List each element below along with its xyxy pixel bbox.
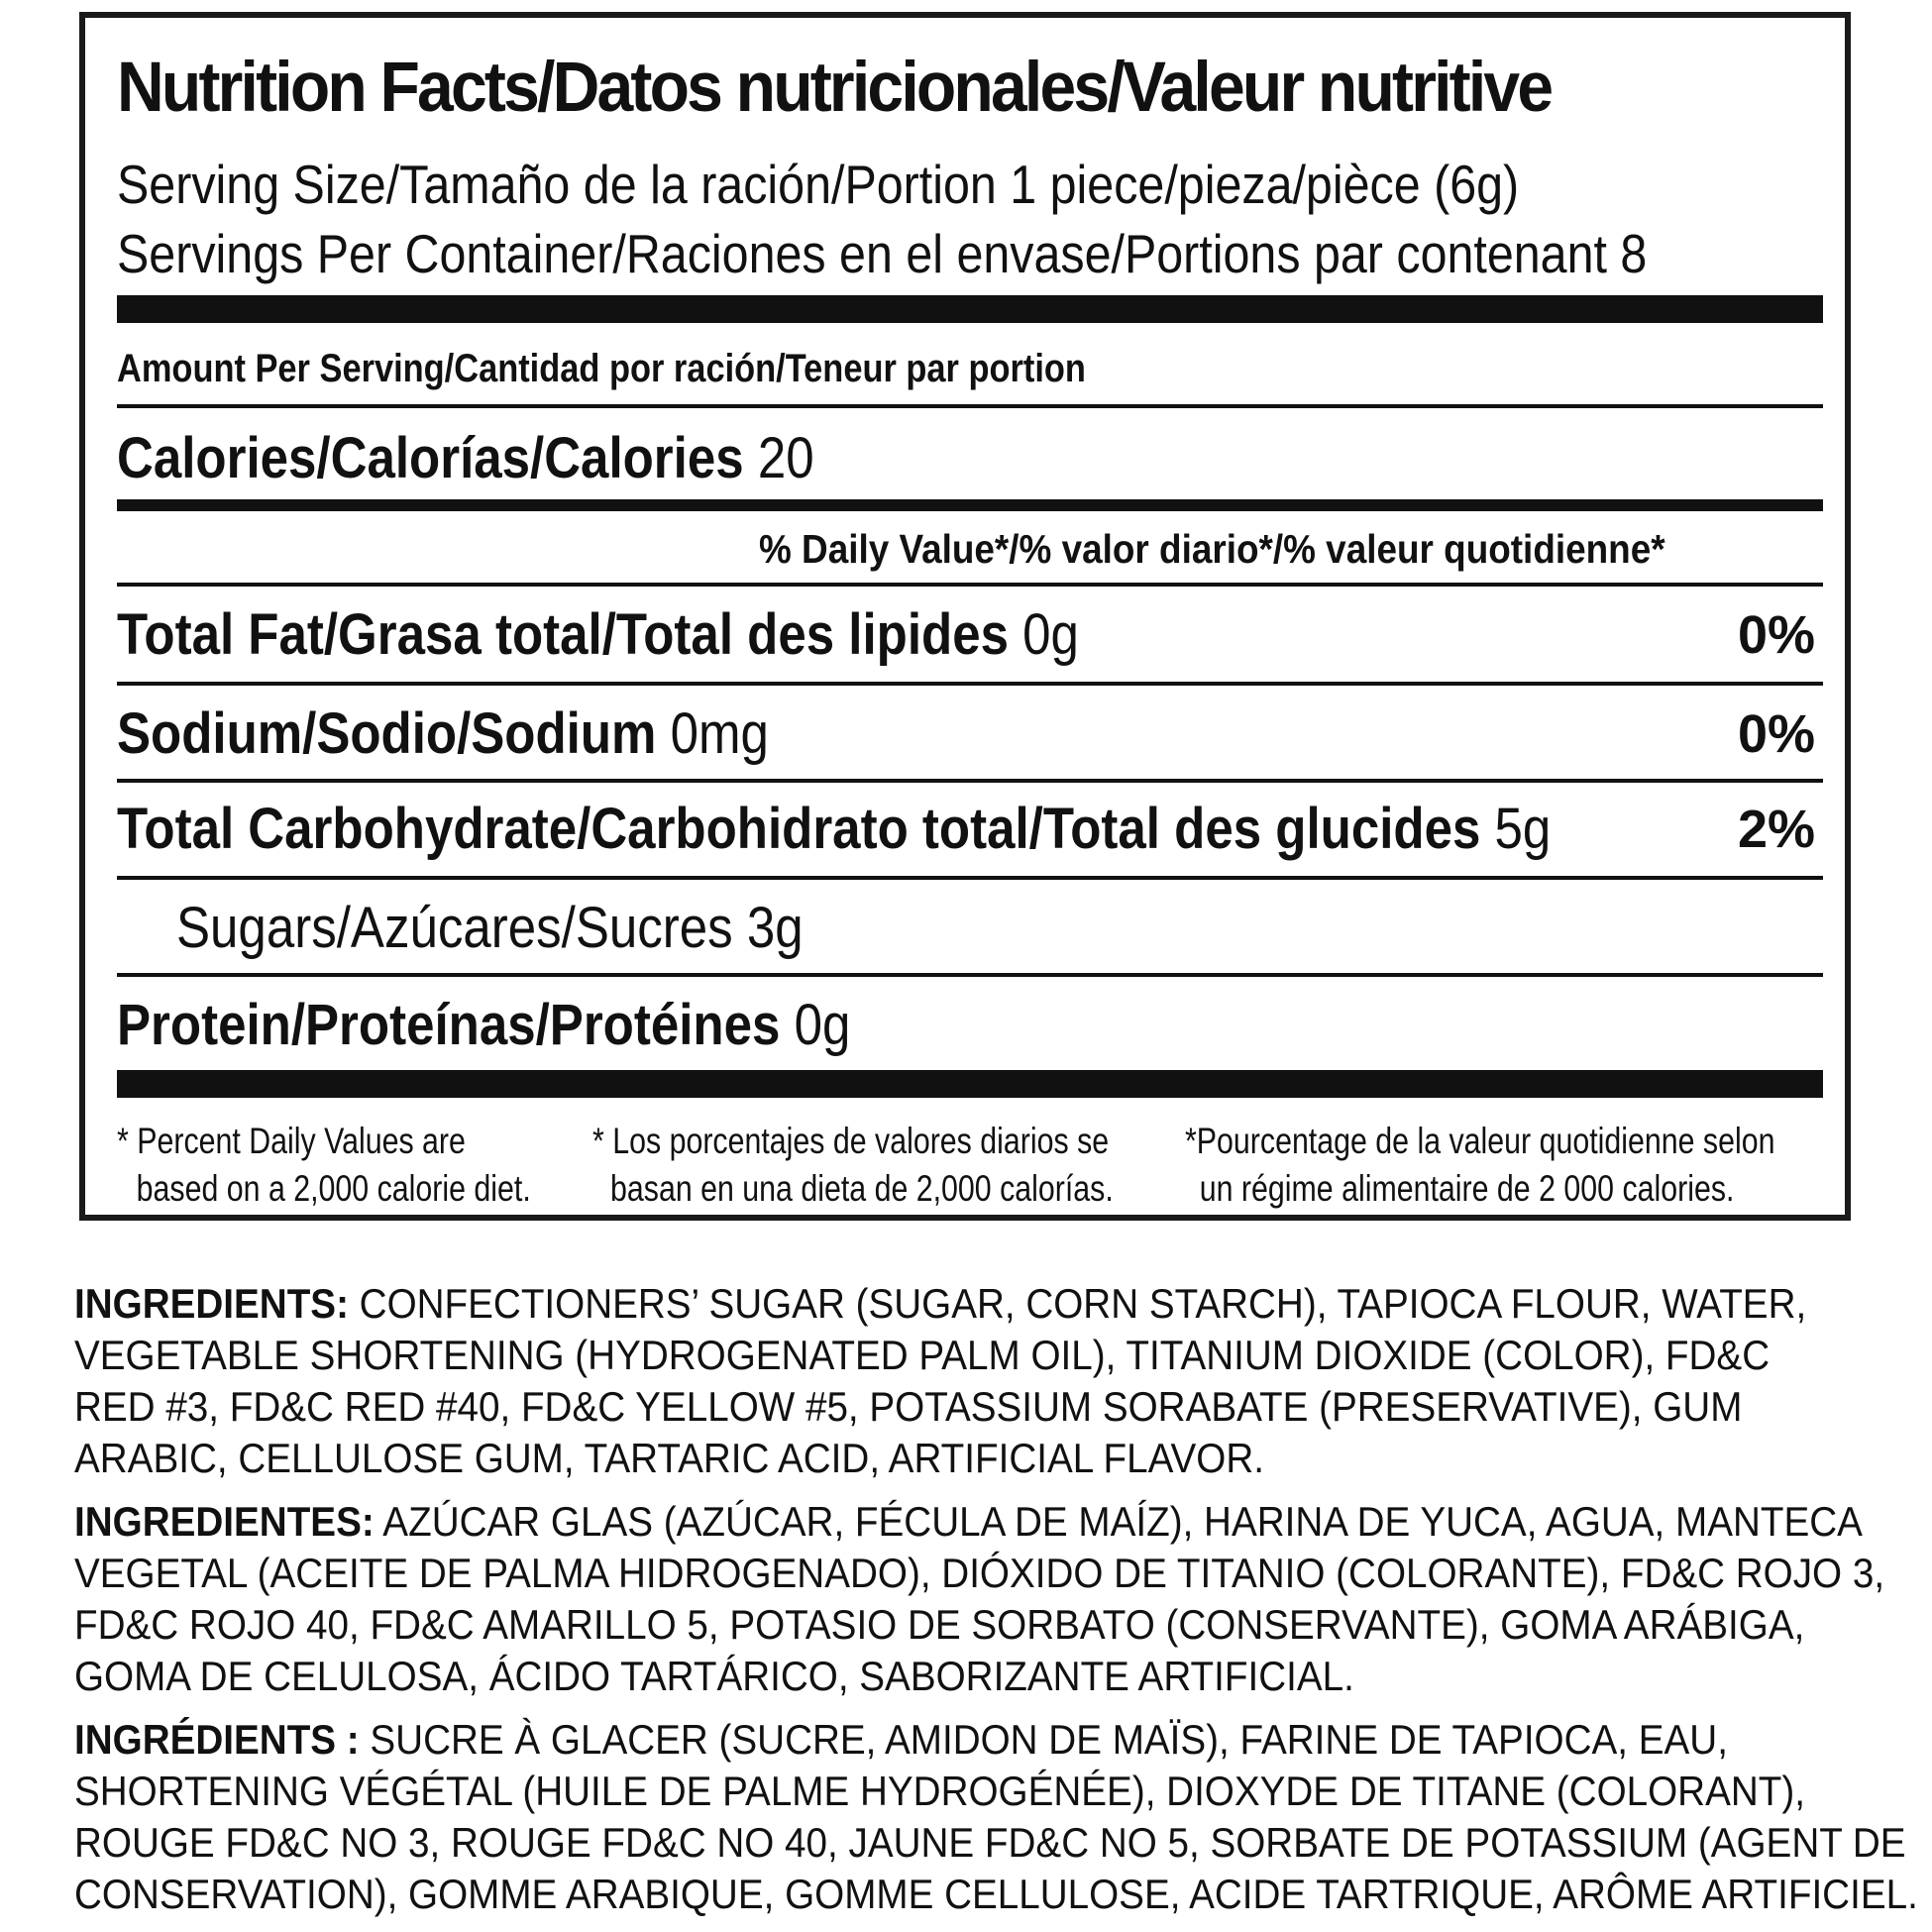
calories-row [117,424,814,493]
divider [117,779,1823,783]
daily-value-header: % Daily Value*/% valor diario*/% valeur quotidienne* [759,526,1665,572]
ingredients-text: CONFECTIONERS’ SUGAR (SUGAR, CORN STARCH), TAPIOCA FLOUR, WATER, [348,1280,1807,1327]
nutrient-amount: 5g [1494,797,1552,861]
nutrient-percent: 0% [1737,605,1815,665]
ingredients-text: CONSERVATION), GOMME ARABIQUE, GOMME CELLULOSE, ACIDE TARTRIQUE, ARÔME ARTIFICIEL. [74,1871,1918,1917]
footnote-line: un régime alimentaire de 2 000 calories. [1199,1168,1735,1209]
thick-divider [117,295,1823,323]
nutrient-amount: 0g [1022,602,1079,667]
ingredients-text: VEGETABLE SHORTENING (HYDROGENATED PALM OIL), TITANIUM DIOXIDE (COLOR), FD&C [74,1332,1771,1378]
ingredients-text: AZÚCAR GLAS (AZÚCAR, FÉCULA DE MAÍZ), HARINA DE YUCA, AGUA, MANTECA [374,1498,1863,1545]
ingredients-text: VEGETAL (ACEITE DE PALMA HIDROGENADO), DIÓXIDO DE TITANIO (COLORANTE), FD&C ROJO 3, [74,1550,1885,1596]
nutrient-label: Total Fat/Grasa total/Total des lipides [117,602,1009,667]
divider [117,876,1823,880]
ingredients-text: FD&C ROJO 40, FD&C AMARILLO 5, POTASIO DE SORBATO (CONSERVANTE), GOMA ARÁBIGA, [74,1601,1805,1648]
thick-divider [117,1070,1823,1098]
ingredients-label: INGRÉDIENTS : [74,1716,360,1763]
ingredients-text: ROUGE FD&C NO 3, ROUGE FD&C NO 40, JAUNE FD&C NO 5, SORBATE DE POTASSIUM (AGENT DE [74,1819,1906,1866]
ingredients-text: SUCRE À GLACER (SUCRE, AMIDON DE MAÏS), FARINE DE TAPIOCA, EAU, [359,1716,1728,1763]
footnote-line: * Los porcentajes de valores diarios se [592,1121,1110,1161]
footnote-english [117,1118,531,1213]
divider [117,404,1823,408]
ingredients-text: SHORTENING VÉGÉTAL (HUILE DE PALME HYDROGÉNÉE), DIOXYDE DE TITANE (COLORANT), [74,1768,1805,1814]
footnote-line: basan en una dieta de 2,000 calorías. [610,1168,1114,1209]
ingredients-label: INGREDIENTS: [74,1280,349,1327]
nutrient-row-sodium [117,699,769,769]
nutrient-label: Sodium/Sodio/Sodium [117,701,657,766]
divider [117,973,1823,977]
nutrient-amount: 0g [794,993,851,1057]
calories-value: 20 [757,426,814,490]
servings-per-container: Servings Per Container/Raciones en el envase/Portions par contenant 8 [117,223,1648,284]
divider [117,583,1823,587]
ingredients-text: ARABIC, CELLULOSE GUM, TARTARIC ACID, ARTIFICIAL FLAVOR. [74,1435,1265,1481]
ingredients-french [74,1714,1917,1920]
nutrient-amount: 0mg [670,701,769,766]
panel-title: Nutrition Facts/Datos nutricionales/Valeur nutritive [117,49,1552,127]
ingredients-spanish [74,1496,1917,1702]
footnote-spanish [592,1118,1114,1213]
nutrient-label: Total Carbohydrate/Carbohidrato total/Total des glucides [117,797,1481,861]
nutrient-amount: 3g [746,896,804,960]
nutrient-percent: 0% [1737,704,1815,764]
serving-size: Serving Size/Tamaño de la ración/Portion 1 piece/pieza/pièce (6g) [117,154,1520,215]
nutrient-row-sugars [176,894,804,963]
footnote-french [1185,1118,1774,1213]
ingredients-english [74,1278,1917,1484]
nutrient-percent: 2% [1737,800,1815,859]
ingredients-text: RED #3, FD&C RED #40, FD&C YELLOW #5, POTASSIUM SORABATE (PRESERVATIVE), GUM [74,1383,1743,1430]
ingredients-label: INGREDIENTES: [74,1498,375,1545]
calories-label: Calories/Calorías/Calories [117,426,744,490]
footnote-line: *Pourcentage de la valeur quotidienne selon [1185,1121,1775,1161]
ingredients-text: GOMA DE CELULOSA, ÁCIDO TARTÁRICO, SABORIZANTE ARTIFICIAL. [74,1653,1354,1699]
divider [117,682,1823,686]
nutrient-row-total-carbohydrate [117,795,1551,864]
nutrition-facts-panel [79,12,1851,1221]
nutrient-row-protein [117,991,850,1060]
nutrient-label: Sugars/Azúcares/Sucres [176,896,733,960]
medium-divider [117,499,1823,511]
nutrient-row-total-fat [117,600,1079,670]
footnote-line: * Percent Daily Values are [117,1121,466,1161]
footnote-line: based on a 2,000 calorie diet. [136,1168,531,1209]
amount-per-serving: Amount Per Serving/Cantidad por ración/Teneur par portion [117,347,1086,390]
nutrient-label: Protein/Proteínas/Protéines [117,993,781,1057]
